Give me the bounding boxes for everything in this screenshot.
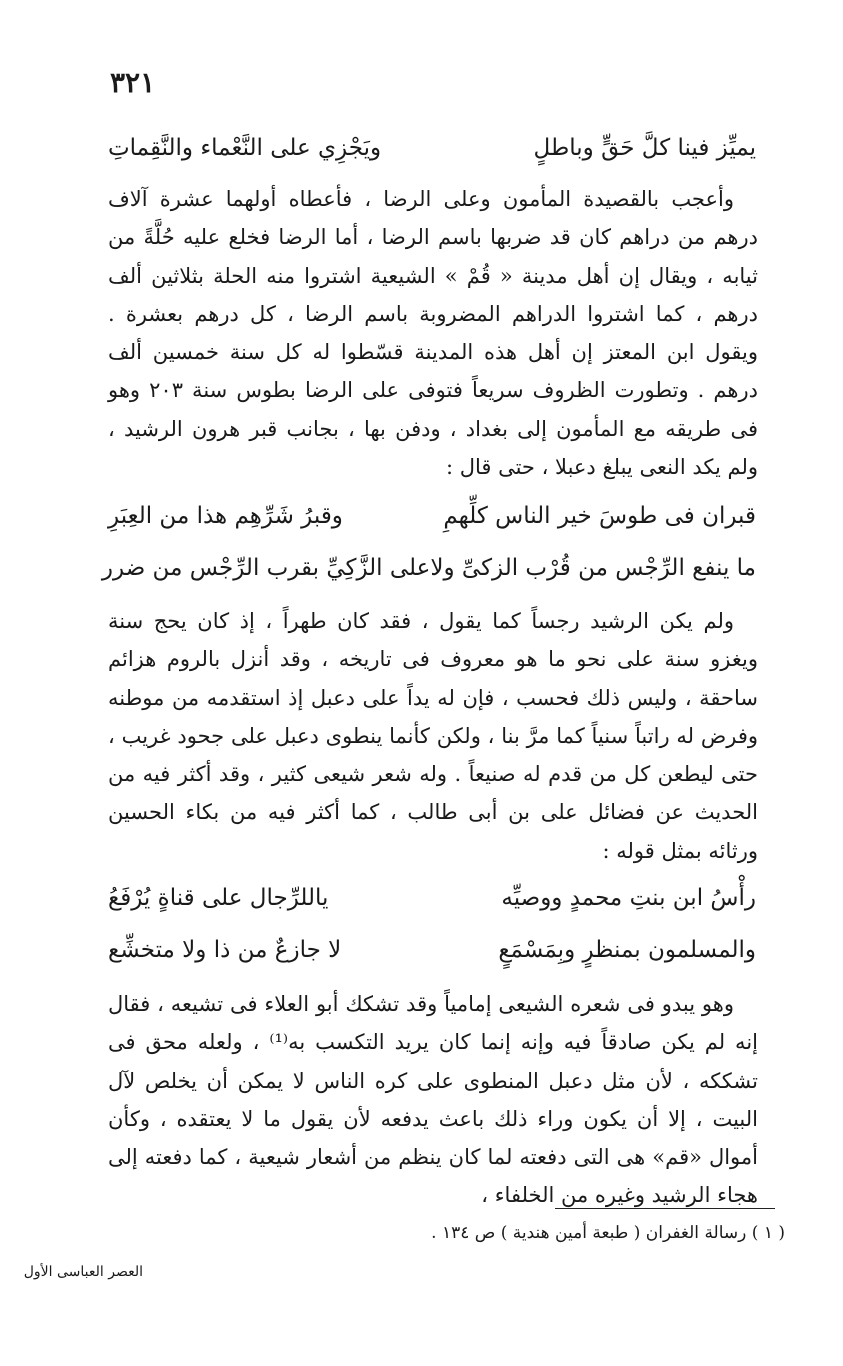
verse-hemistich-right: ما ينفع الرِّجْس من قُرْب الزكىِّ ولا	[430, 555, 756, 581]
verse-line	[108, 924, 756, 976]
footnote: ( ١ ) رسالة الغفران ( طبعة أمين هندية ) ص ١٣٤ .	[431, 1223, 785, 1243]
verse-line	[108, 872, 756, 924]
verse-hemistich-left: لا جازعٌ من ذا ولا متخشِّع	[108, 937, 342, 963]
paragraph-2	[108, 602, 758, 870]
paragraph-text: ولم يكن الرشيد رجساً كما يقول ، فقد كان طهراً ، إذ كان يحج سنة ويغزو سنة على نحو ما هو معروف فى تاريخه ، وقد أنزل بالروم هزائم ساحقة ، وليس ذلك فحسب ، فإن له يداً على دعبل إذ استقدمه من موطنه وفرض له راتباً سنياً كما مرَّ بنا ، ولكن كأنما ينطوى دعبل على جحود غريب ، حتى ليطعن كل من قدم له صنيعاً . وله شعر شيعى كثير ، وقد أكثر فيه من الحديث عن فضائل على بن أبى طالب ، كما أكثر فيه من بكاء الحسين ورثائه بمثل قوله :	[108, 609, 758, 863]
verse-hemistich-left: وقبرُ شَرِّهِم هذا من العِبَرِ	[108, 503, 343, 529]
page-number: ٣٢١	[110, 66, 156, 99]
verse-line	[108, 122, 756, 174]
verse-block-husayn	[108, 872, 756, 976]
verse-block-opening	[108, 122, 756, 174]
paragraph-3	[108, 985, 758, 1215]
paragraph-text: وهو يبدو فى شعره الشيعى إمامياً وقد تشكك أبو العلاء فى تشيعه ، فقال إنه لم يكن صادقاً فيه وإنه إنما كان يريد التكسب به⁽¹⁾ ، ولعله محق فى تشككه ، لأن مثل دعبل المنطوى على كره الناس لا يمكن أن يخلص لآل البيت ، إلا أن يكون وراء ذلك باعث يدفعه لأن يقول ما لا يعتقده ، وكأن أموال «قم» هى التى دفعته لما كان ينظم من أشعار شيعية ، كما دفعته إلى هجاء الرشيد وغيره من الخلفاء ،	[108, 992, 758, 1208]
verse-line	[101, 542, 756, 594]
verse-hemistich-right: رأْسُ ابن بنتِ محمدٍ ووصيِّه	[501, 885, 756, 911]
paragraph-1	[108, 180, 758, 486]
verse-hemistich-left: ياللرِّجال على قناةٍ يُرْفَعُ	[108, 885, 329, 911]
footnote-divider	[555, 1208, 775, 1209]
verse-hemistich-right: والمسلمون بمنظرٍ وبِمَسْمَعٍ	[498, 937, 756, 963]
paragraph-text: وأعجب بالقصيدة المأمون وعلى الرضا ، فأعطاه أولهما عشرة آلاف درهم من دراهم كان قد ضربها باسم الرضا ، أما الرضا فخلع عليه حُلَّةً من ثيابه ، ويقال إن أهل مدينة « قُمْ » الشيعية اشتروا منه الحلة بثلاثين ألف درهم ، كما اشتروا الدراهم المضروبة باسم الرضا ، كل درهم بعشرة . ويقول ابن المعتز إن أهل هذه المدينة قسّطوا له كل سنة خمسين ألف درهم . وتطورت الظروف سريعاً فتوفى على الرضا بطوس سنة ٢٠٣ وهو فى طريقه مع المأمون إلى بغداد ، ودفن بها ، بجانب قبر هرون الرشيد ، ولم يكد النعى يبلغ دعبلا ، حتى قال :	[108, 187, 758, 480]
running-footer: العصر العباسى الأول	[23, 1264, 143, 1280]
verse-hemistich-right: يميِّز فينا كلَّ حَقٍّ وباطلٍ	[533, 135, 756, 161]
verse-hemistich-right: قبران فى طوسَ خير الناس كلِّهمِ	[443, 503, 756, 529]
verse-line	[108, 490, 756, 542]
verse-block-graves	[101, 490, 756, 594]
verse-hemistich-left: على الزَّكِيِّ بقرب الرِّجْس من ضرر	[101, 555, 431, 581]
verse-hemistich-left: ويَجْزِي على النَّعْماء والنَّقِماتِ	[108, 135, 382, 161]
